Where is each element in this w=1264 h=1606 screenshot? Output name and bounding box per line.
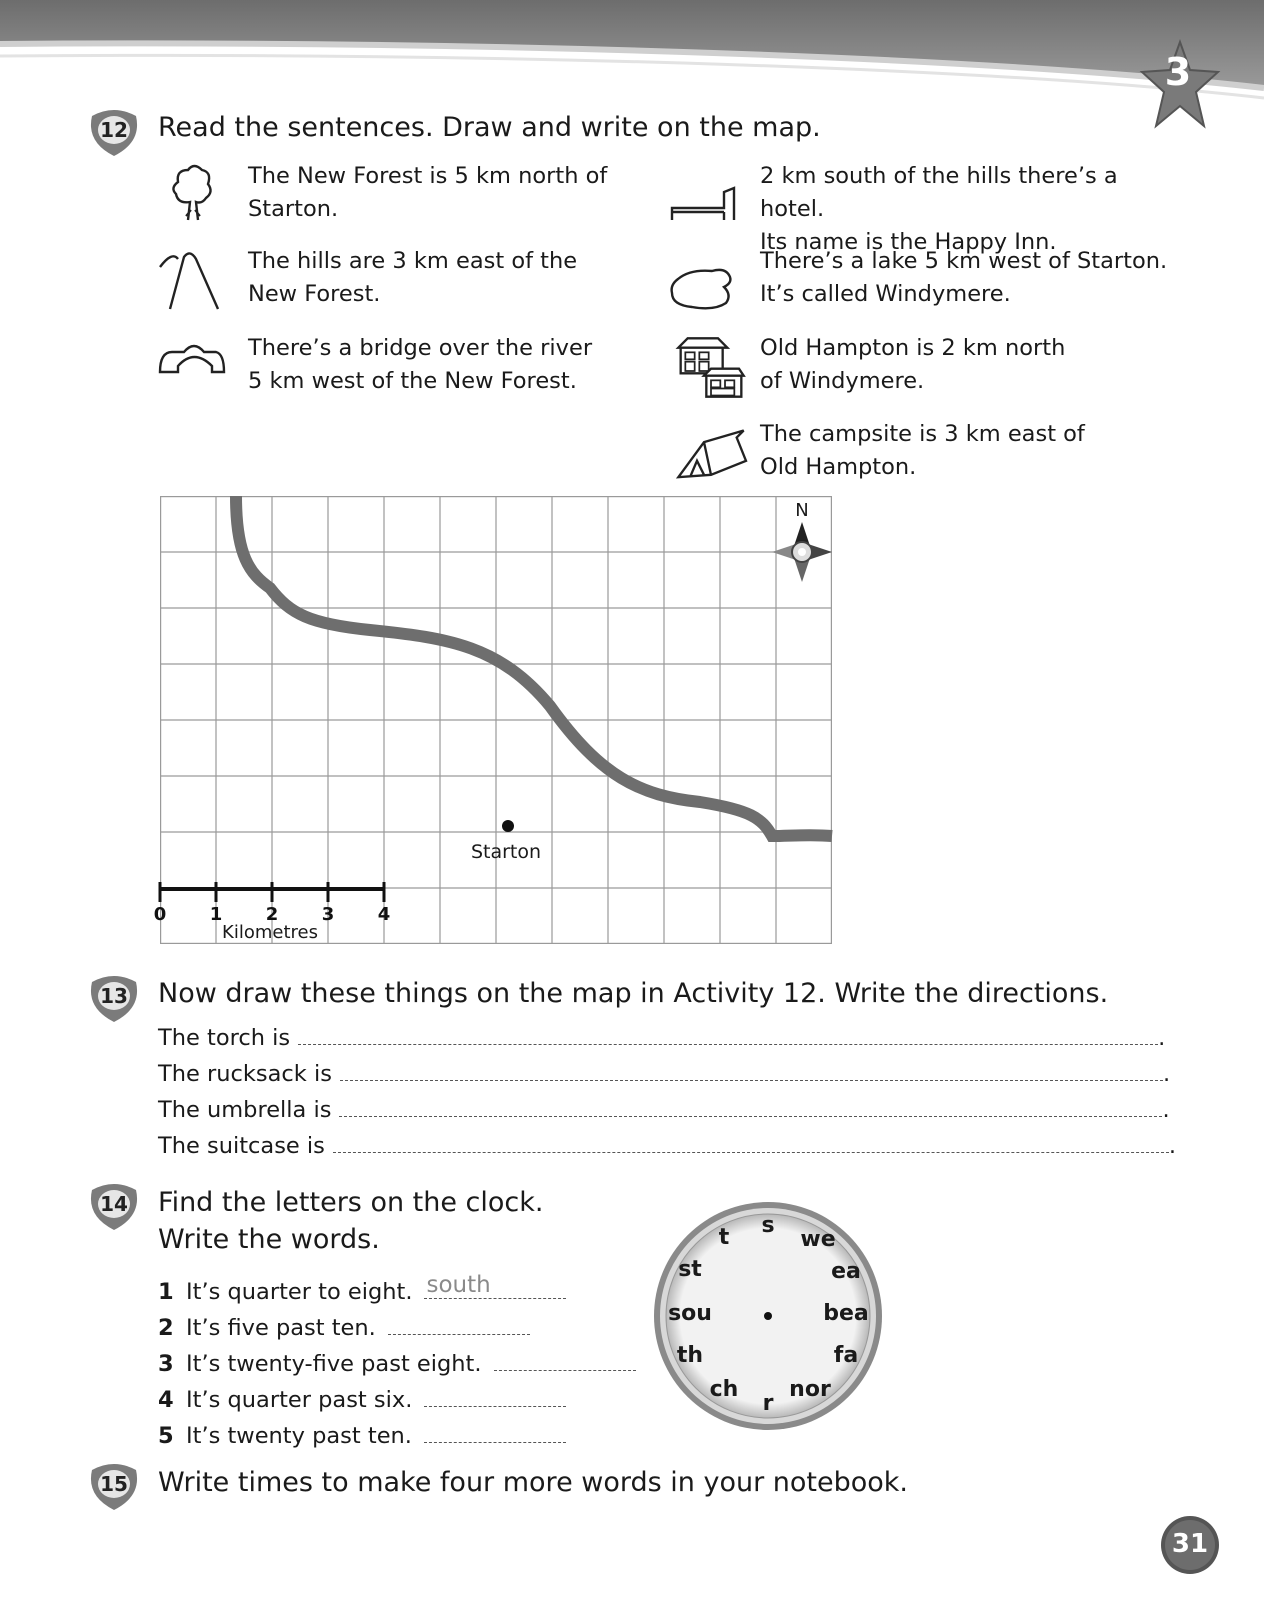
clue-line: Old Hampton is 2 km north: [760, 335, 1066, 361]
direction-prefix: The rucksack is: [158, 1061, 332, 1087]
clue-line: 5 km west of the New Forest.: [248, 368, 577, 394]
scale-tick-label: 4: [377, 904, 391, 925]
clock-letters: bea: [823, 1301, 869, 1326]
activity-14-number: 14: [100, 1192, 128, 1216]
activity-13-number: 13: [100, 984, 128, 1008]
line-end: .: [1168, 1133, 1177, 1159]
direction-line-umbrella[interactable]: [158, 1097, 1170, 1123]
question-text: It’s twenty-five past eight.: [186, 1351, 482, 1377]
clue-line: of Windymere.: [760, 368, 925, 394]
question-4: [158, 1380, 566, 1413]
question-2: [158, 1308, 530, 1341]
clock-letters: fa: [833, 1343, 859, 1368]
clue-line: New Forest.: [248, 281, 381, 307]
line-end: .: [1162, 1097, 1170, 1123]
clue-line: 2 km south of the hills there’s a hotel.: [760, 163, 1118, 222]
lake-icon: [668, 255, 738, 325]
clock-letters: r: [762, 1391, 774, 1416]
scale-tick-label: 3: [321, 904, 335, 925]
hills-icon: [158, 245, 228, 315]
question-number: 2: [158, 1315, 174, 1341]
clock-center-dot: [764, 1312, 772, 1320]
activity-15-instruction: Write times to make four more words in your notebook.: [158, 1467, 908, 1498]
clock-letters: sou: [668, 1301, 712, 1326]
answer-blank[interactable]: [424, 1416, 566, 1443]
answer-blank[interactable]: [298, 1043, 1158, 1045]
answer-blank[interactable]: [339, 1115, 1162, 1117]
clue-line: The New Forest is 5 km north of: [248, 163, 608, 189]
clue-new-forest: [248, 160, 648, 226]
starton-label: Starton: [470, 841, 542, 863]
bed-icon: [668, 172, 738, 242]
clue-line: The campsite is 3 km east of: [760, 421, 1085, 447]
question-number: 5: [158, 1423, 174, 1449]
line-end: .: [1162, 1061, 1171, 1087]
answer-blank[interactable]: [494, 1344, 636, 1371]
answer-blank[interactable]: [333, 1151, 1169, 1153]
clue-line: Old Hampton.: [760, 454, 917, 480]
activity-12-instruction: Read the sentences. Draw and write on the map.: [158, 112, 821, 143]
question-number: 3: [158, 1351, 174, 1377]
direction-prefix: The suitcase is: [158, 1133, 325, 1159]
tree-icon: [158, 160, 228, 230]
activity-15-number: 15: [100, 1472, 128, 1496]
question-number: 4: [158, 1387, 174, 1413]
answer-blank[interactable]: [340, 1079, 1163, 1081]
clock-letters: t: [718, 1225, 730, 1250]
clue-line: The hills are 3 km east of the: [248, 248, 578, 274]
clue-lake: [760, 245, 1180, 311]
clock-letters: st: [678, 1257, 702, 1282]
bridge-icon: [158, 332, 228, 402]
question-5: [158, 1416, 566, 1449]
tent-icon: [676, 420, 746, 490]
scale-tick-label: 1: [209, 904, 223, 925]
clock-letters: s: [761, 1213, 775, 1238]
clock-letters: we: [800, 1227, 836, 1252]
question-text: It’s five past ten.: [186, 1315, 376, 1341]
clock-letters: th: [676, 1343, 704, 1368]
houses-icon: [676, 336, 746, 406]
clock-letters: nor: [789, 1377, 831, 1402]
header-band: [0, 0, 1264, 120]
line-end: .: [1158, 1025, 1166, 1051]
question-text: It’s quarter past six.: [186, 1387, 413, 1413]
activity-14-instruction-2: Write the words.: [158, 1224, 380, 1255]
compass-icon: [772, 522, 832, 582]
map-grid[interactable]: [153, 496, 832, 944]
clue-line: There’s a bridge over the river: [248, 335, 593, 361]
clue-line: Starton.: [248, 196, 339, 222]
direction-prefix: The torch is: [158, 1025, 291, 1051]
activity-14-instruction-1: Find the letters on the clock.: [158, 1187, 544, 1218]
clue-line: It’s called Windymere.: [760, 281, 1011, 307]
grid-lines: [160, 496, 832, 944]
scale-bar: [160, 882, 384, 902]
answer-blank[interactable]: [388, 1308, 530, 1335]
clue-line: Its name is the Happy Inn.: [760, 229, 1057, 255]
unit-number: 3: [1164, 50, 1192, 94]
letter-clock: [650, 1198, 886, 1434]
question-number: 1: [158, 1279, 174, 1305]
question-text: It’s twenty past ten.: [186, 1423, 412, 1449]
clue-bridge: [248, 332, 648, 398]
question-3: [158, 1344, 636, 1377]
clue-old-hampton: [760, 332, 1180, 398]
starton-dot: [502, 820, 514, 832]
answer-blank[interactable]: [424, 1380, 566, 1407]
clock-letters: ea: [831, 1259, 861, 1284]
river: [236, 496, 832, 836]
answer-text: south: [426, 1272, 491, 1298]
direction-line-rucksack[interactable]: [158, 1061, 1170, 1087]
direction-line-suitcase[interactable]: [158, 1133, 1176, 1159]
direction-prefix: The umbrella is: [158, 1097, 332, 1123]
direction-line-torch[interactable]: [158, 1025, 1165, 1051]
clue-line: There’s a lake 5 km west of Starton.: [760, 248, 1168, 274]
compass-north-label: N: [795, 500, 809, 521]
scale-tick-label: 2: [265, 904, 279, 925]
scale-tick-label: 0: [153, 904, 167, 925]
page-number: 31: [1171, 1529, 1209, 1559]
question-text: It’s quarter to eight.: [186, 1279, 413, 1305]
clue-hills: [248, 245, 648, 311]
question-1: [158, 1272, 566, 1305]
clock-letters: ch: [709, 1377, 739, 1402]
clue-campsite: [760, 418, 1180, 484]
scale-label: Kilometres: [222, 922, 318, 943]
activity-13-instruction: Now draw these things on the map in Activity 12. Write the directions.: [158, 978, 1109, 1009]
activity-12-number: 12: [100, 118, 128, 142]
answer-blank[interactable]: [424, 1272, 566, 1299]
